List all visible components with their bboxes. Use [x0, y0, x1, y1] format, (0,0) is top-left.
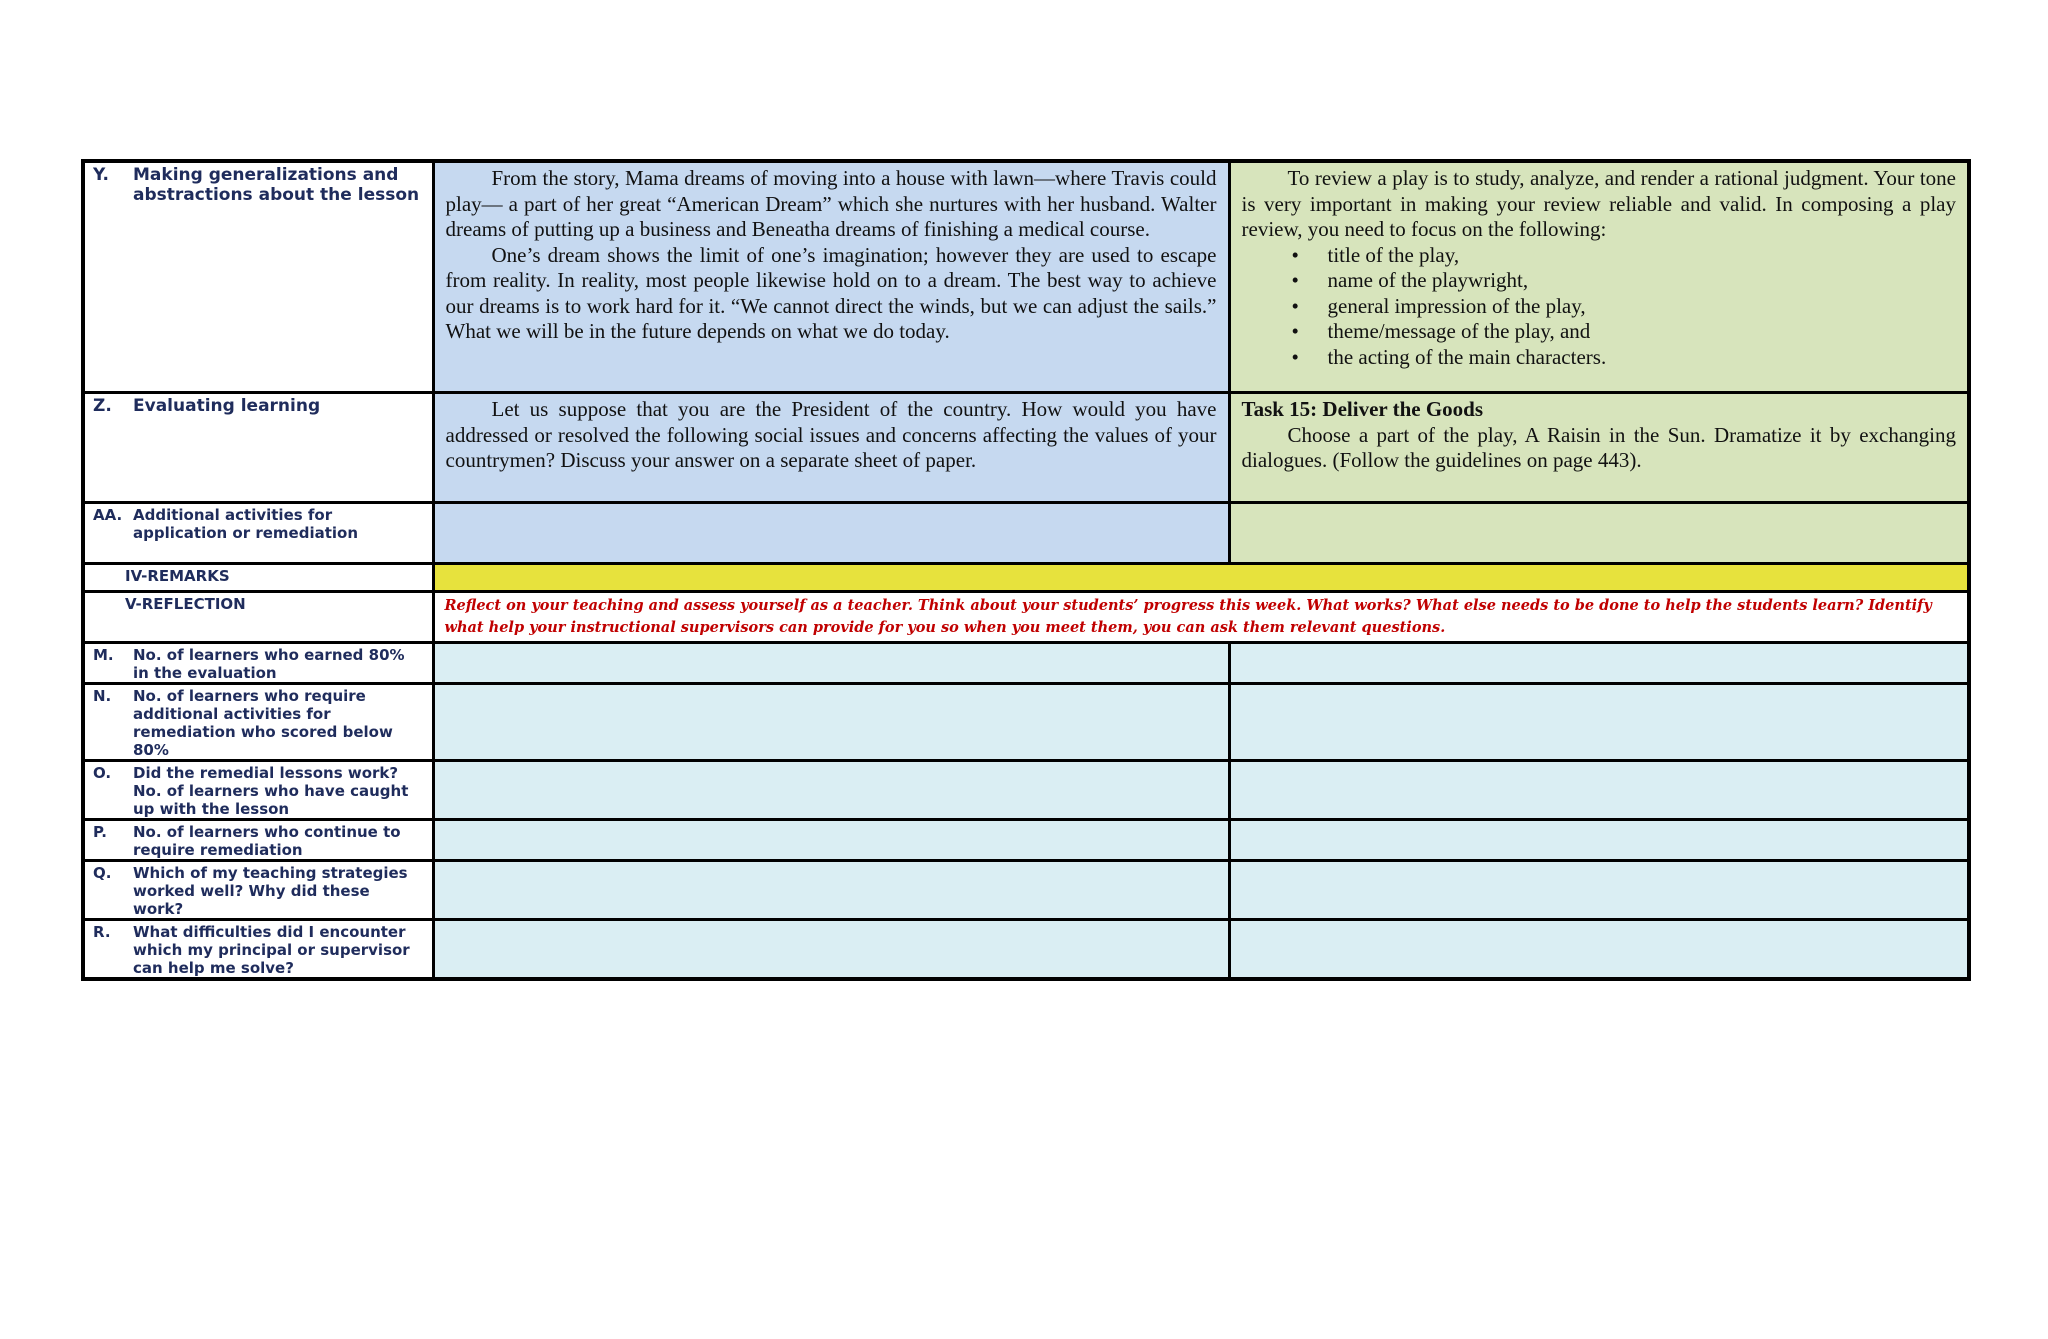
row-generalizations — [83, 161, 1969, 393]
row-n — [83, 684, 1969, 761]
label-cell — [83, 761, 433, 820]
row-label: What difficulties did I encounter which my principal or supervisor can help me solve? — [133, 923, 410, 977]
row-key: Z. — [93, 396, 112, 416]
row-key: AA. — [93, 506, 123, 524]
label-cell — [83, 684, 433, 761]
label-cell — [83, 820, 433, 861]
row-key: P. — [93, 823, 107, 841]
day1-cell[interactable] — [433, 761, 1229, 820]
row-additional-activities — [83, 503, 1969, 564]
row-key: R. — [93, 923, 111, 941]
section-heading: V-REFLECTION — [125, 595, 246, 613]
label-cell — [83, 161, 433, 393]
label-cell — [83, 564, 433, 592]
label-cell — [83, 861, 433, 920]
row-label: No. of learners who require additional activities for remediation who scored below 80% — [133, 687, 393, 759]
day2-cell[interactable] — [1229, 820, 1969, 861]
day1-cell — [433, 393, 1229, 503]
paragraph: From the story, Mama dreams of moving into a house with lawn—where Travis could play— a part of her great “American Dream” which she nurtures with her husband. Walter dreams of putting up a business and Beneatha dreams of finishing a medical course. — [445, 166, 1217, 241]
list-item: • name of the playwright, — [1292, 268, 1957, 294]
day2-cell[interactable] — [1229, 861, 1969, 920]
row-key: Q. — [93, 864, 112, 882]
row-key: M. — [93, 646, 114, 664]
row-r — [83, 920, 1969, 980]
label-cell — [83, 393, 433, 503]
row-label: No. of learners who earned 80% in the evaluation — [133, 646, 405, 682]
paragraph: To review a play is to study, analyze, and render a rational judgment. Your tone is very important in making your review reliable and valid. In composing a play review, you need to focus on the following: — [1241, 166, 1956, 241]
label-cell — [83, 503, 433, 564]
label-cell — [83, 920, 433, 980]
list-item: • theme/message of the play, and — [1292, 319, 1957, 345]
row-label: No. of learners who continue to require remediation — [133, 823, 401, 859]
day1-cell[interactable] — [433, 861, 1229, 920]
row-key: N. — [93, 687, 112, 705]
list-item: • general impression of the play, — [1292, 294, 1957, 320]
day2-cell — [1229, 393, 1969, 503]
row-m — [83, 643, 1969, 684]
row-remarks — [83, 564, 1969, 592]
day2-cell[interactable] — [1229, 761, 1969, 820]
section-heading: IV-REMARKS — [125, 567, 230, 585]
day2-cell[interactable] — [1229, 920, 1969, 980]
row-key: O. — [93, 764, 112, 782]
row-evaluating — [83, 393, 1969, 503]
task-title: Task 15: Deliver the Goods — [1241, 397, 1484, 421]
paragraph: Let us suppose that you are the President of the country. How would you have addressed or resolved the following social issues and concerns affecting the values of your countrymen? Discuss your answer on a separate sheet of paper. — [445, 397, 1217, 472]
day1-cell — [433, 161, 1229, 393]
row-label: Which of my teaching strategies worked well? Why did these work? — [133, 864, 408, 918]
day1-cell[interactable] — [433, 643, 1229, 684]
row-q — [83, 861, 1969, 920]
remarks-bar[interactable] — [433, 564, 1969, 592]
row-label: Additional activities for application or remediation — [133, 506, 359, 542]
day1-cell[interactable] — [433, 820, 1229, 861]
day1-cell[interactable] — [433, 920, 1229, 980]
lesson-log-table — [81, 159, 1971, 981]
label-cell — [83, 592, 433, 643]
paragraph: Choose a part of the play, A Raisin in the Sun. Dramatize it by exchanging dialogues. (Follow the guidelines on page 443). — [1241, 422, 1956, 472]
day2-cell[interactable] — [1229, 684, 1969, 761]
paragraph: One’s dream shows the limit of one’s imagination; however they are used to escape from reality. In reality, most people likewise hold on to a dream. The best way to achieve our dreams is to work hard for it. “We cannot direct the winds, but we can adjust the sails.” What we will be in the future depends on what we do today. — [445, 242, 1217, 343]
row-p — [83, 820, 1969, 861]
day2-cell[interactable] — [1229, 643, 1969, 684]
review-focus-list — [1242, 243, 1957, 371]
reflection-instructions-cell — [433, 592, 1969, 643]
list-item: • title of the play, — [1292, 243, 1957, 269]
reflection-instructions: Reflect on your teaching and assess yourself as a teacher. Think about your students’ progress this week. What works? What else needs to be done to help the students learn? Identify what help your instructional supervisors can provide for you so when you meet them, you can ask them relevant questions. — [444, 597, 1932, 636]
day1-cell[interactable] — [433, 503, 1229, 564]
day1-cell[interactable] — [433, 684, 1229, 761]
day2-cell — [1229, 161, 1969, 393]
row-label: Evaluating learning — [133, 396, 321, 416]
row-reflection — [83, 592, 1969, 643]
list-item: • the acting of the main characters. — [1292, 345, 1957, 371]
row-key: Y. — [93, 165, 109, 185]
day2-cell[interactable] — [1229, 503, 1969, 564]
row-o — [83, 761, 1969, 820]
label-cell — [83, 643, 433, 684]
row-label: Did the remedial lessons work? No. of learners who have caught up with the lesson — [133, 764, 409, 818]
row-label: Making generalizations and abstractions about the lesson — [133, 165, 420, 205]
